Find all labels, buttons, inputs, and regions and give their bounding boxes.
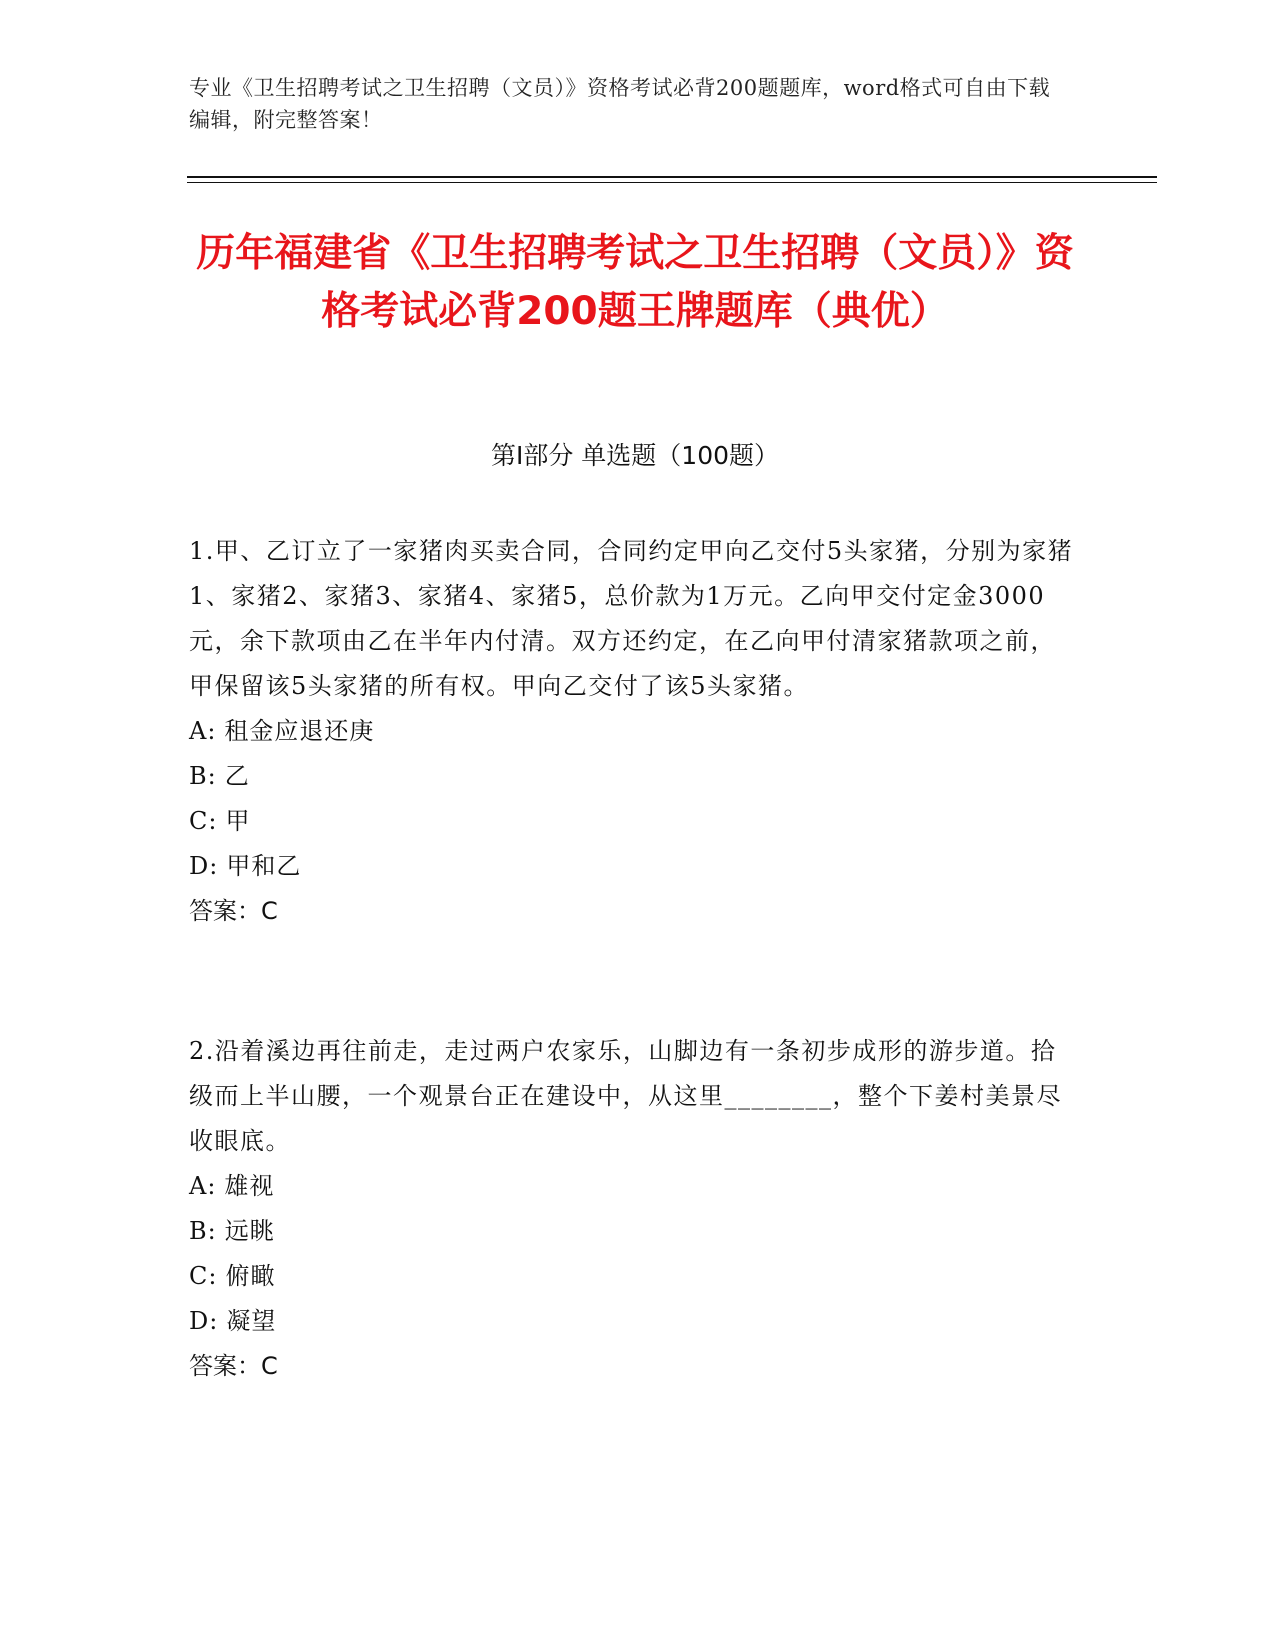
- option-c: [189, 799, 1079, 844]
- header-divider-thick: [187, 176, 1157, 178]
- option-text: 凝望: [226, 1307, 277, 1335]
- section-heading: 第I部分 单选题（100题）: [490, 441, 780, 470]
- option-a: [189, 1164, 1079, 1209]
- option-text: 甲和乙: [226, 852, 302, 880]
- question-1: [189, 529, 1079, 934]
- option-letter: A:: [189, 1172, 217, 1200]
- option-text: 租金应退还庚: [224, 717, 375, 745]
- option-letter: B:: [189, 1217, 217, 1245]
- option-text: 乙: [224, 762, 250, 790]
- header-note: 专业《卫生招聘考试之卫生招聘（文员）》资格考试必背200题题库，word格式可自由下载编辑，附完整答案！: [189, 76, 1051, 132]
- header-divider-thin: [187, 182, 1157, 183]
- question-stem: 2.沿着溪边再往前走，走过两户农家乐，山脚边有一条初步成形的游步道。拾级而上半山腰，一个观景台正在建设中，从这里________，整个下姜村美景尽收眼底。: [189, 1037, 1062, 1155]
- option-text: 甲: [225, 807, 251, 835]
- answer-line: 答案：C: [189, 897, 278, 925]
- option-letter: D:: [189, 852, 219, 880]
- option-a: [189, 709, 1079, 754]
- option-letter: B:: [189, 762, 217, 790]
- option-letter: C:: [189, 1262, 218, 1290]
- question-2: [189, 1029, 1079, 1389]
- document-title: 历年福建省《卫生招聘考试之卫生招聘（文员）》资格考试必背200题王牌题库（典优）: [196, 231, 1074, 334]
- option-b: [189, 754, 1079, 799]
- option-letter: C:: [189, 807, 218, 835]
- option-c: [189, 1254, 1079, 1299]
- option-text: 俯瞰: [225, 1262, 276, 1290]
- option-letter: D:: [189, 1307, 219, 1335]
- option-text: 远眺: [224, 1217, 275, 1245]
- option-b: [189, 1209, 1079, 1254]
- option-d: [189, 844, 1079, 889]
- option-letter: A:: [189, 717, 217, 745]
- question-stem: 1.甲、乙订立了一家猪肉买卖合同，合同约定甲向乙交付5头家猪，分别为家猪1、家猪2、家猪3、家猪4、家猪5，总价款为1万元。乙向甲交付定金3000元，余下款项由乙在半年内付清。双方还约定，在乙向甲付清家猪款项之前，甲保留该5头家猪的所有权。甲向乙交付了该5头家猪。: [189, 537, 1074, 700]
- option-d: [189, 1299, 1079, 1344]
- option-text: 雄视: [224, 1172, 275, 1200]
- answer-line: 答案：C: [189, 1352, 278, 1380]
